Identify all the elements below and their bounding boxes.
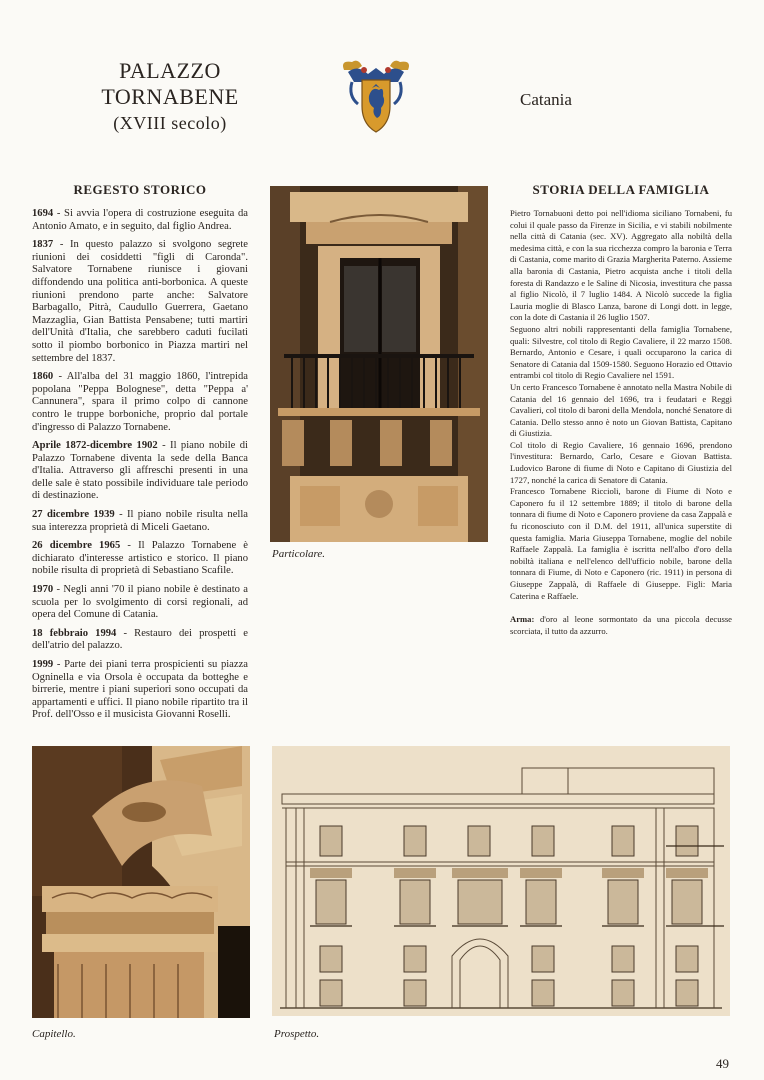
city-label: Catania [520, 90, 572, 109]
title-line-1: PALAZZO [119, 58, 221, 83]
facade-drawing [272, 746, 730, 1016]
page-number: 49 [716, 1056, 729, 1071]
storia-heading: STORIA DELLA FAMIGLIA [532, 182, 710, 197]
storia-paragraph: Col titolo di Regio Cavaliere, 16 gennaio 1696, prendono l'investitura: Bernardo, Carlo, Cesare e Giovan Battista. Ludovico Barone di fiume di Noto e Capitano di Giustizia del 1727, nonché la carica di Senatore di Catania. [510, 439, 732, 485]
regesto-entry: 27 dicembre 1939 - Il piano nobile risulta nella sua interezza proprietà di Miceli Gaetano. [32, 509, 248, 533]
arma-text: d'oro al leone sormontato da una piccola decusse scorciata, il tutto da azzurro. [510, 614, 732, 636]
storia-paragraph: Pietro Tornabuoni detto poi nell'idioma siciliano Tornabeni, fu colui il quale passo da Firenze in Sicilia, e vi stabili nobilmente nella città di Catania (sec. XV). Aggregato alla nobiltà della medesima città, e con la sua ricchezza compro la baronia e Terra di Castania, come marito di Grazia Margherita Paterno. Assieme alla baronia di Castania, Pietro acquista anche i titoli della foresta di Randazzo e le Saline di Nicosia, investitura che passa al figlio Nicolò, il 7 luglio 1484. A Nicolò succede la figlia Lauria moglie di Blasco Lanza, barone di Longi dott. in legge, con la dote di Castania il 26 luglio 1507. [510, 208, 732, 323]
arma-description [510, 614, 732, 637]
regesto-entry: 1837 - In questo palazzo si svolgono segrete riunioni dei cosiddetti "figli di Caronda". Salvatore Tornabene riunisce i giovani diffondendo una politica anti-borbonica. A queste riunioni prendono parte anche: Salvatore Barbagallo, Pitrà, Caudullo Guerrera, Gaetano Mazzaglia, Gian Battista Pensabene; tutti martiri dell'Unità d'Italia, che sarebbero caduti fucilati sotto il piombo borbonico in Piazza martiri nel settembre del 1837. [32, 239, 248, 364]
regesto-list [32, 208, 248, 728]
regesto-entry: 1999 - Parte dei piani terra prospicienti su piazza Ogninella e via Orsola è occupata da botteghe e birrerie, mentre i piani superiori sono occupati da appartamenti e uffici. Il piano nobile ripartito tra il Prof. dell'Osso e il musicista Giovanni Roselli. [32, 659, 248, 721]
regesto-heading: REGESTO STORICO [73, 182, 207, 197]
storia-paragraph: Seguono altri nobili rappresentanti della famiglia Tornabene, quali: Silvestre, col titolo di Regio Cavaliere, il 22 marzo 1508. Bernardo, Antonio e Cesare, i quali occuparono la carica di Senatore di Catania dal 1509-1580. Seguono Horazio ed Ottavio entrambi col titolo di Regio Cavaliere nel 1591. [510, 323, 732, 381]
caption-prospetto: Prospetto. [274, 1028, 320, 1040]
balcony-photo [270, 186, 488, 542]
century-subtitle: (XVIII secolo) [113, 113, 227, 133]
storia-text [510, 208, 732, 637]
regesto-entry: 18 febbraio 1994 - Restauro dei prospetti e dell'atrio del palazzo. [32, 627, 248, 652]
caption-particolare: Particolare. [272, 548, 326, 560]
regesto-entry: 1860 - All'alba del 31 maggio 1860, l'intrepida popolana "Peppa Bolognese", detta "Peppa a' Cannunera", spara il primo colpo di cannone contro le truppe borboniche, proprio dal portale d'ingresso di Palazzo Tornabene. [32, 371, 248, 433]
arma-label: Arma: [510, 614, 535, 625]
title-line-2: TORNABENE [101, 84, 239, 109]
family-crest-icon [338, 56, 414, 136]
caption-capitello: Capitello. [32, 1028, 76, 1040]
regesto-entry: 26 dicembre 1965 - Il Palazzo Tornabene è dichiarato d'interesse artistico e storico. Il piano nobile risulta di proprietà di Sebastiano Scafile. [32, 540, 248, 577]
storia-paragraph: Francesco Tornabene Riccioli, barone di Fiume di Noto e Caponero fu il 12 settembre 1889; il titolo di barone della tonnara di fiume di Noto e Caponero proviene da casa Zappalà e fu riconosciuto con il D.M. del 1911, all'unica superstite di questa famiglia. Maria Giuseppa Tornabene, moglie del nobile Raffaele Zappalà. La famiglia è iscritta nell'albo d'oro della nobiltà italiana e nell'elenco dell'ufficio nobile, barone della tonnara di Fiume, di Noto e Caponero (ric. 1911) in persona di Giuseppe Zappalà, di Raffaele di Giuseppe. Figli: Maria Caterina e Raffaele. [510, 486, 732, 601]
regesto-entry: 1694 - Si avvia l'opera di costruzione eseguita da Antonio Amato, e in seguito, dal figlio Andrea. [32, 208, 248, 232]
page-title [100, 58, 240, 136]
regesto-entry: 1970 - Negli anni '70 il piano nobile è destinato a scuola per lo svolgimento di corsi regionali, ad opera del Comune di Catania. [32, 584, 248, 621]
storia-paragraph: Un certo Francesco Tornabene è annotato nella Mastra Nobile di Catania del 16 gennaio del 1696, tra i feudatari e Reggi Cavalieri, col titolo di baroni della Mendola, nonché Senatore di Catania. Dello stesso anno è noto un Giovan Battista, Capitano di Giustizia. [510, 381, 732, 439]
capital-photo [32, 746, 250, 1018]
regesto-entry: Aprile 1872-dicembre 1902 - Il piano nobile di Palazzo Tornabene diventa la sede della Banca d'Italia. Attraverso gli affreschi presenti in una delle sale è stato possibile individuare tale periodo di destinazione. [32, 440, 248, 502]
